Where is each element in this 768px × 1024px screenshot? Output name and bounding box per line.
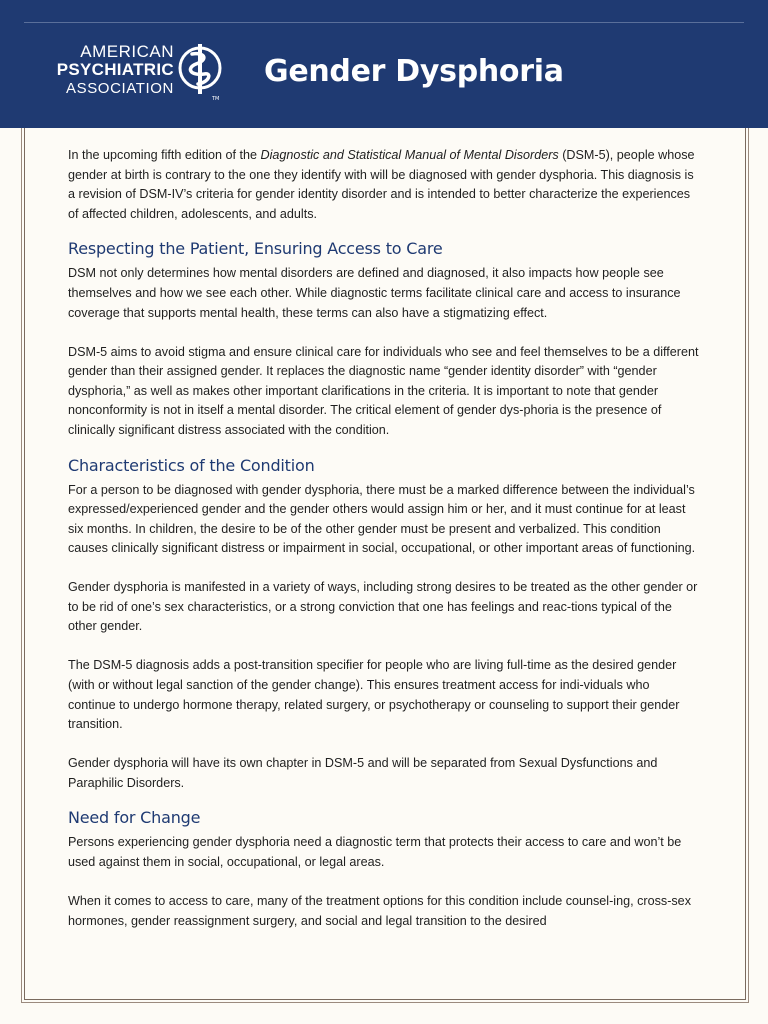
intro-text-start: In the upcoming fifth edition of the <box>68 148 261 162</box>
logo-line-american: AMERICAN <box>80 42 174 61</box>
header-banner <box>0 0 768 128</box>
intro-manual-title: Diagnostic and Statistical Manual of Mental Disorders <box>260 148 559 162</box>
section-heading-respecting: Respecting the Patient, Ensuring Access to Care <box>68 239 443 259</box>
rod-of-asclepius-icon <box>178 40 226 102</box>
paragraph: DSM-5 aims to avoid stigma and ensure clinical care for individuals who see and feel themselves to be a different gender than their assigned gender. It replaces the diagnostic name “gender identity disorder” with “gender dysphoria,” as well as makes other important clarifications in the criteria. It is important to note that gender nonconformity is not in itself a mental disorder. The critical element of gender dys-phoria is the presence of clinically significant distress associated with the condition. <box>68 344 699 437</box>
paragraph: When it comes to access to care, many of the treatment options for this condition include counsel-ing, cross-sex hormones, gender reassignment surgery, and social and legal transition to the desired <box>68 893 691 928</box>
paragraph: DSM not only determines how mental disorders are defined and diagnosed, it also impacts how people see themselves and how we see each other. While diagnostic terms facilitate clinical care and access to insurance coverage that supports mental health, these terms can also have a stigmatizing effect. <box>68 266 681 320</box>
apa-logo <box>54 42 230 102</box>
intro-text-end: (DSM-5), people whose gender at birth is contrary to the one they identify with will be diagnosed with gender dysphoria. This diagnosis is a revision of DSM-IV’s criteria for gender identity disorder and is intended to better characterize the experiences of affected children, adolescents, and adults. <box>68 148 695 221</box>
paragraph: For a person to be diagnosed with gender dysphoria, there must be a marked difference between the individual’s expressed/experienced gender and the gender others would assign him or her, and it must continue for at least six months. In children, the desire to be of the other gender must be present and verbalized. This condition causes clinically significant distress or impairment in social, occupational, or other important areas of functioning. <box>68 482 696 556</box>
section-heading-need-for-change: Need for Change <box>68 808 201 828</box>
logo-line-association: ASSOCIATION <box>65 80 174 97</box>
section-heading-characteristics: Characteristics of the Condition <box>68 455 315 475</box>
paragraph: Gender dysphoria will have its own chapter in DSM-5 and will be separated from Sexual Dysfunctions and Paraphilic Disorders. <box>68 756 658 790</box>
logo-line-psychiatric: PSYCHIATRIC <box>56 60 174 79</box>
document-body <box>68 146 700 931</box>
paragraph: Persons experiencing gender dysphoria need a diagnostic term that protects their access to care and won’t be used against them in social, occupational, or legal areas. <box>68 835 682 869</box>
page-title: Gender Dysphoria <box>264 54 564 89</box>
paragraph: The DSM-5 diagnosis adds a post-transition specifier for people who are living full-time as the desired gender (with or without legal sanction of the gender change). This ensures treatment access for indi-viduals who continue to undergo hormone therapy, related surgery, or psychotherapy or counseling to support their gender transition. <box>68 658 680 732</box>
logo-wordmark <box>54 42 174 98</box>
paragraph: Gender dysphoria is manifested in a variety of ways, including strong desires to be treated as the other gender or to be rid of one’s sex characteristics, or a strong conviction that one has feelings and reac-tions typical of the other gender. <box>68 580 698 634</box>
intro-paragraph <box>68 146 700 224</box>
header-rule <box>24 22 744 23</box>
logo-trademark: TM <box>212 96 220 102</box>
